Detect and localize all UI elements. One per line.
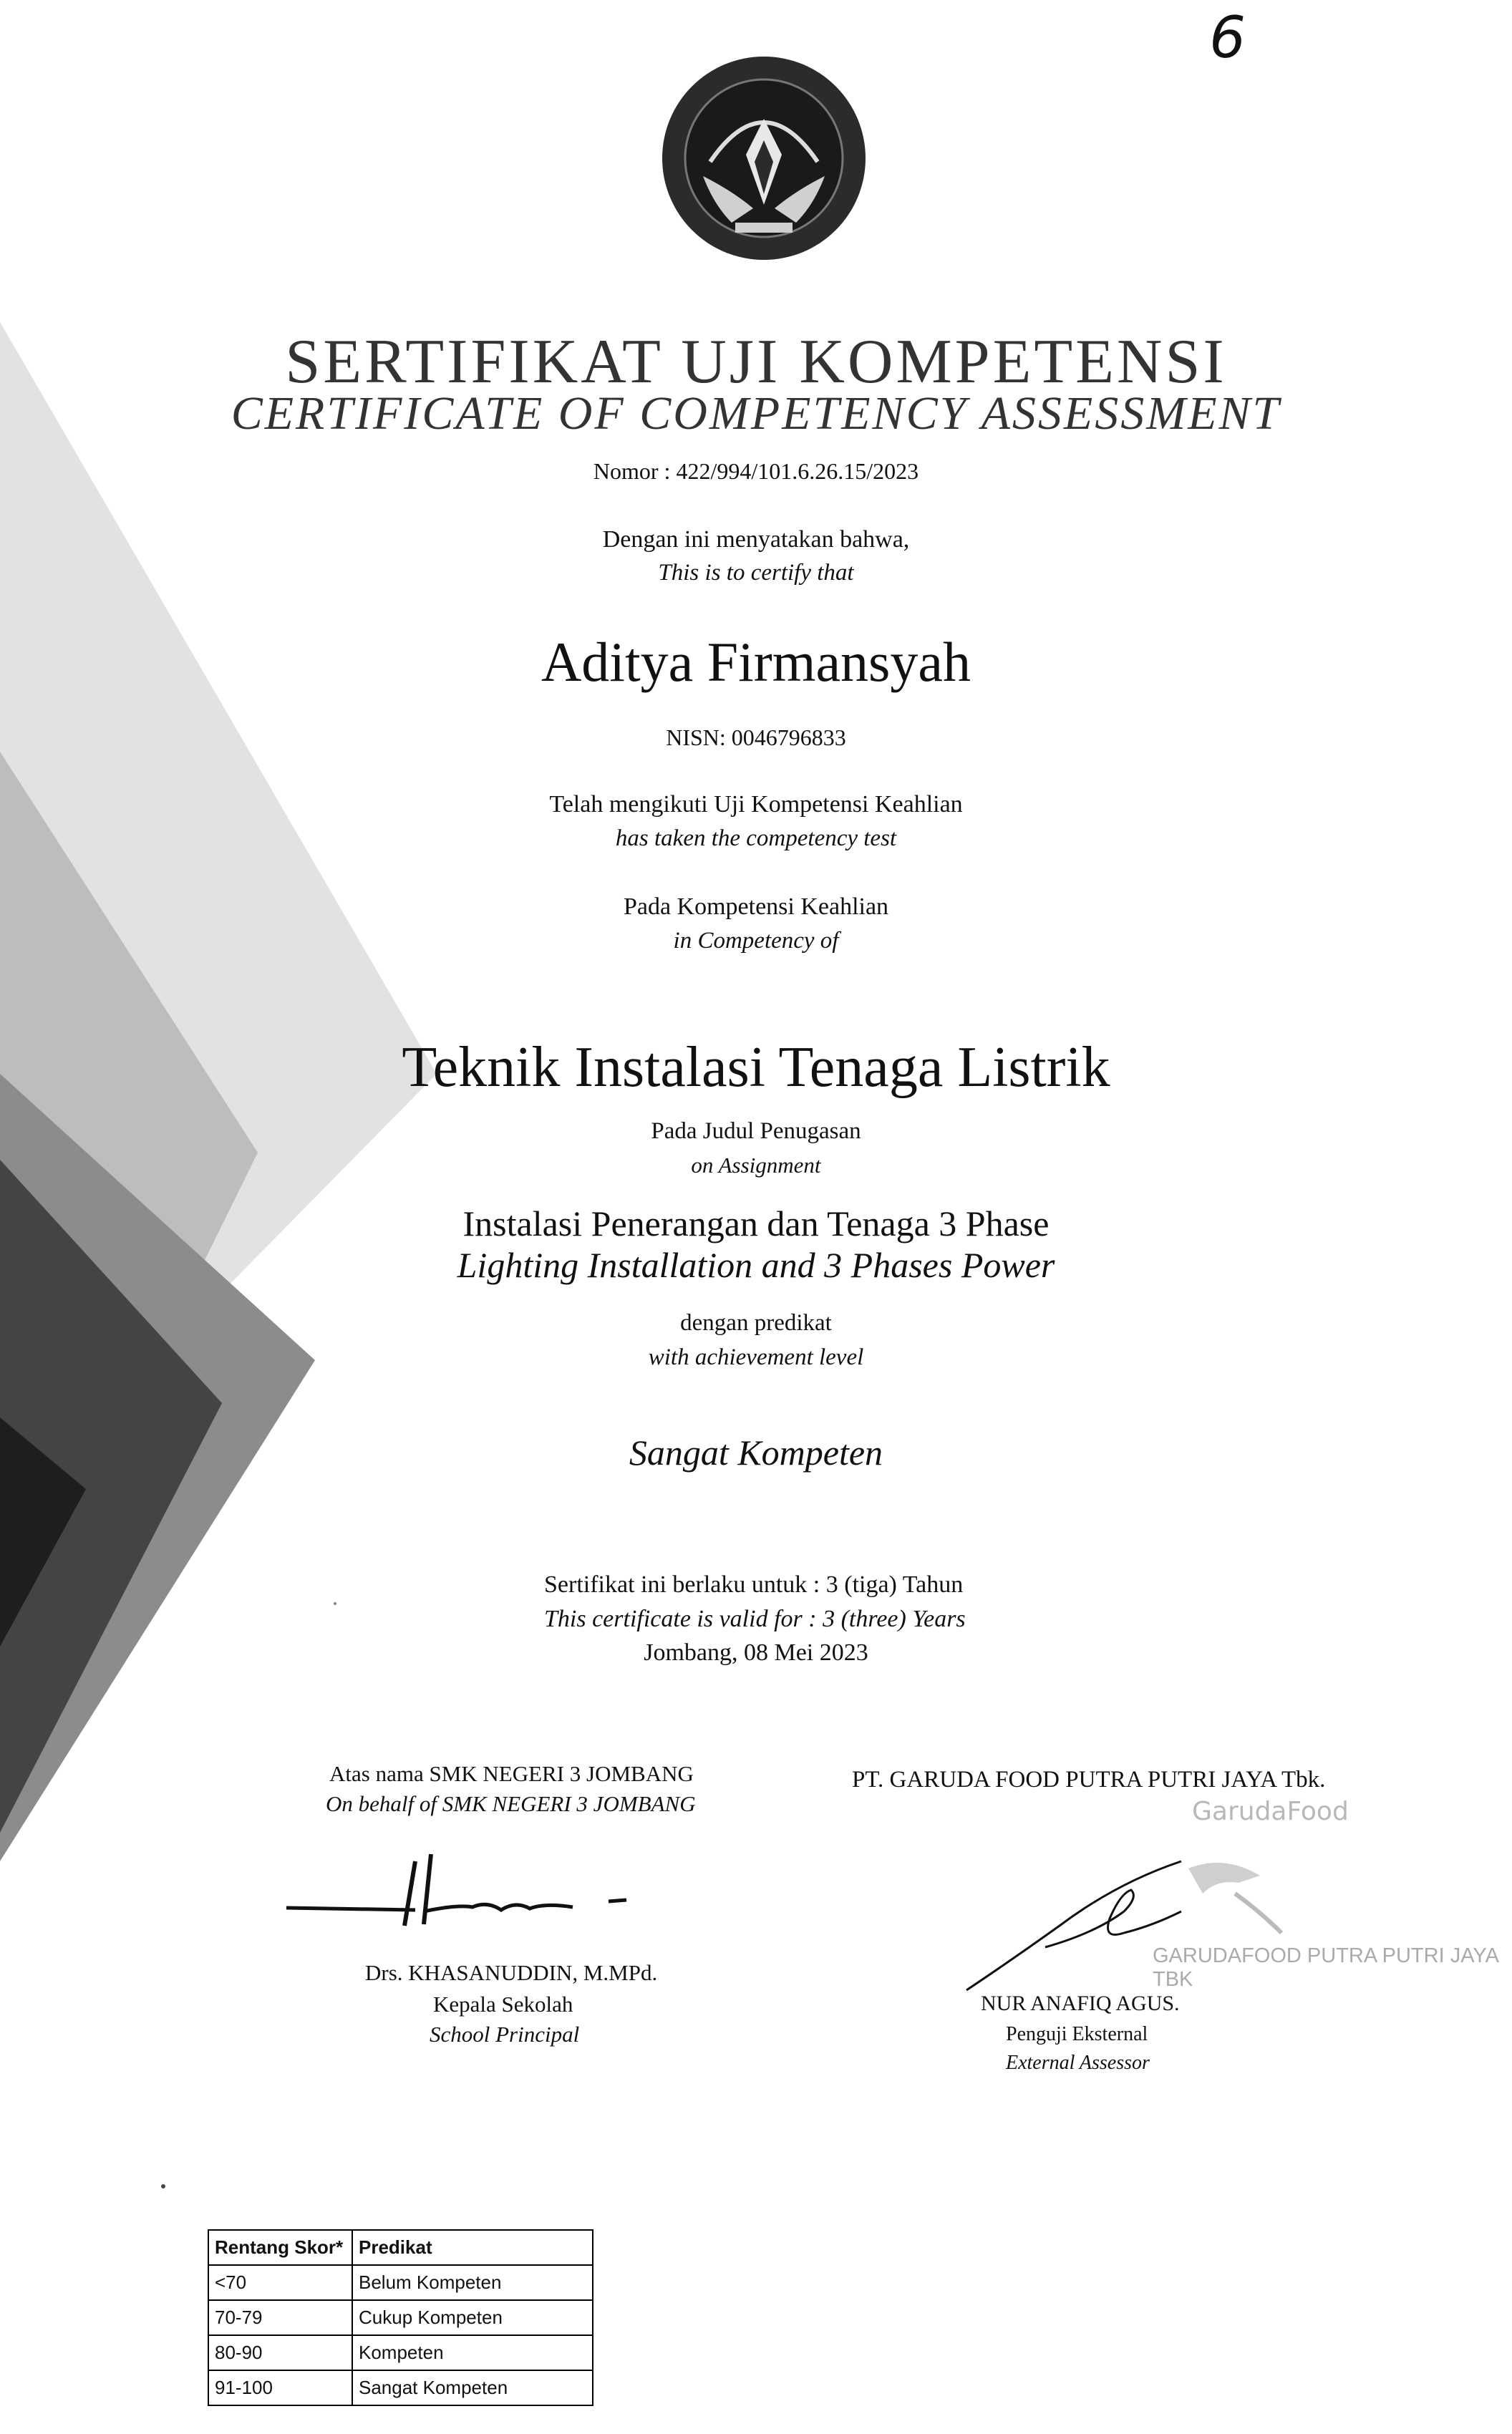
assignment-title-id: Instalasi Penerangan dan Tenaga 3 Phase xyxy=(462,1203,1050,1243)
principal-signature xyxy=(272,1833,673,1940)
behalf-en: On behalf of SMK NEGERI 3 JOMBANG xyxy=(326,1791,696,1816)
garudafood-logo: GarudaFood xyxy=(1192,1797,1349,1826)
test-statement-en: has taken the competency test xyxy=(615,825,897,851)
table-cell-range: <70 xyxy=(208,2265,352,2300)
table-row xyxy=(208,2300,593,2335)
score-range-table xyxy=(208,2229,593,2406)
table-cell-predicate: Kompeten xyxy=(352,2335,593,2370)
assignment-label-en: on Assignment xyxy=(691,1153,821,1178)
certificate-title-en: CERTIFICATE OF COMPETENCY ASSESSMENT xyxy=(231,387,1281,440)
behalf-id: Atas nama SMK NEGERI 3 JOMBANG xyxy=(329,1761,694,1786)
table-cell-range: 70-79 xyxy=(208,2300,352,2335)
principal-role-en: School Principal xyxy=(430,2022,580,2047)
declaration-id: Dengan ini menyatakan bahwa, xyxy=(602,526,910,553)
principal-name: Drs. KHASANUDDIN, M.MPd. xyxy=(365,1960,658,1985)
dot-mark xyxy=(334,1602,336,1605)
table-header: Rentang Skor* xyxy=(208,2230,352,2265)
company-stamp: GARUDAFOOD PUTRA PUTRI JAYA TBK xyxy=(1153,1944,1498,1991)
assessor-role-en: External Assessor xyxy=(1006,2052,1150,2074)
certificate-title-id: SERTIFIKAT UJI KOMPETENSI xyxy=(285,327,1227,397)
certificate-number: Nomor : 422/994/101.6.26.15/2023 xyxy=(593,458,919,484)
validity-id: Sertifikat ini berlaku untuk : 3 (tiga) Tahun xyxy=(544,1571,964,1598)
table-header-row xyxy=(208,2230,593,2265)
table-row xyxy=(208,2265,593,2300)
assessor-role-id: Penguji Eksternal xyxy=(1006,2023,1148,2045)
validity-en: This certificate is valid for : 3 (three) Years xyxy=(544,1606,966,1632)
competency-label-en: in Competency of xyxy=(673,928,839,954)
test-statement-id: Telah mengikuti Uji Kompetensi Keahlian xyxy=(549,791,963,818)
page-number: 6 xyxy=(1209,4,1246,71)
table-cell-predicate: Cukup Kompeten xyxy=(352,2300,593,2335)
competency-name: Teknik Instalasi Tenaga Listrik xyxy=(402,1036,1110,1099)
predicate-label-id: dengan predikat xyxy=(680,1310,832,1336)
table-header: Predikat xyxy=(352,2230,593,2265)
table-row xyxy=(208,2370,593,2405)
table-cell-predicate: Sangat Kompeten xyxy=(352,2370,593,2405)
dot-mark xyxy=(161,2184,165,2188)
predicate-label-en: with achievement level xyxy=(648,1344,864,1370)
achievement-predicate: Sangat Kompeten xyxy=(629,1432,883,1473)
place-date: Jombang, 08 Mei 2023 xyxy=(644,1639,868,1666)
company-name: PT. GARUDA FOOD PUTRA PUTRI JAYA Tbk. xyxy=(852,1767,1326,1793)
holder-nisn: NISN: 0046796833 xyxy=(666,724,846,750)
tut-wuri-handayani-emblem xyxy=(660,54,868,262)
principal-role-id: Kepala Sekolah xyxy=(433,1992,573,2017)
assessor-name: NUR ANAFIQ AGUS. xyxy=(981,1992,1180,2015)
assignment-title-en: Lighting Installation and 3 Phases Power xyxy=(457,1245,1055,1285)
assignment-label-id: Pada Judul Penugasan xyxy=(651,1118,861,1144)
table-row xyxy=(208,2335,593,2370)
competency-label-id: Pada Kompetensi Keahlian xyxy=(623,893,889,920)
declaration-en: This is to certify that xyxy=(658,560,854,586)
table-cell-range: 91-100 xyxy=(208,2370,352,2405)
table-cell-range: 80-90 xyxy=(208,2335,352,2370)
table-cell-predicate: Belum Kompeten xyxy=(352,2265,593,2300)
holder-name: Aditya Firmansyah xyxy=(541,631,971,693)
